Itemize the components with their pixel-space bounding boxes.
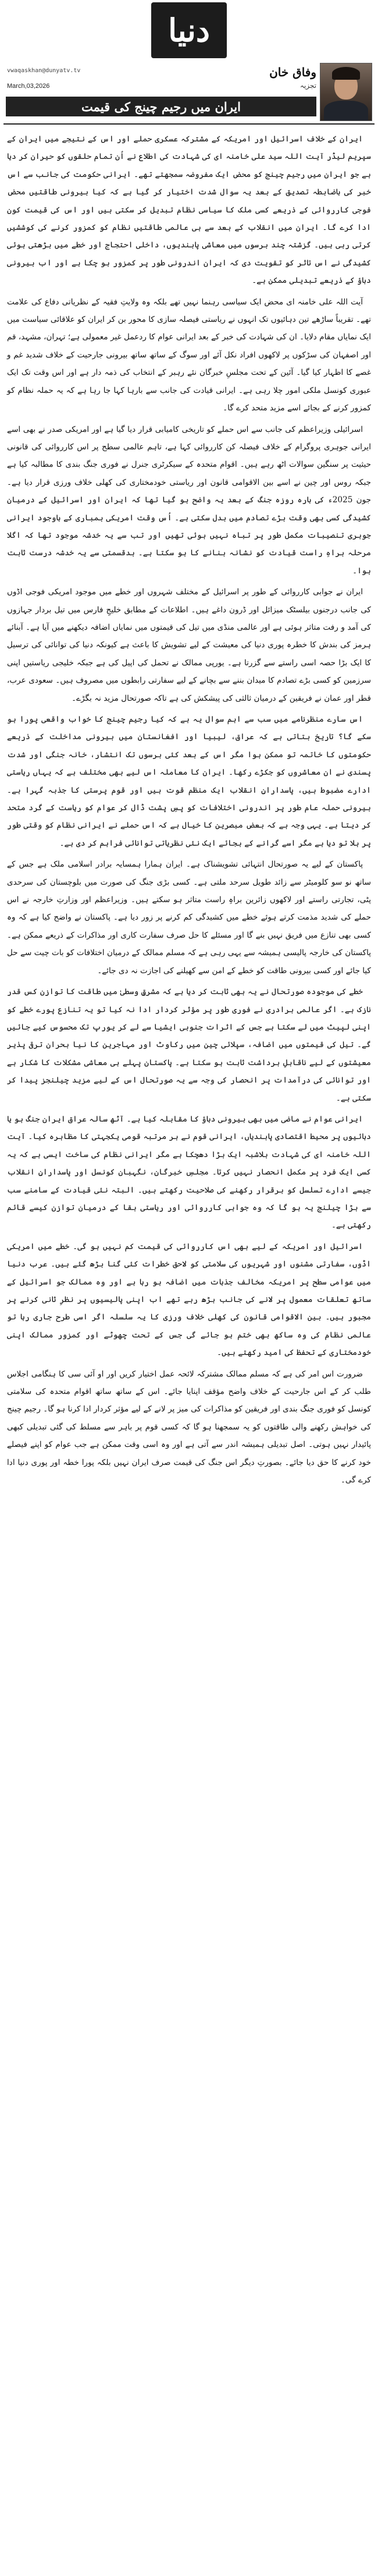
newspaper-logo bbox=[151, 2, 227, 58]
article-paragraph: خطے کی موجودہ صورتحال نے یہ بھی ثابت کر دیا ہے کہ مشرقِ وسطیٰ میں طاقت کا توازن کس قدر نازک ہے۔ اگر عالمی برادری نے فوری طور پر مؤثر کردار ادا نہ کیا تو یہ تنازع پورے خطے کو اپنی لپیٹ میں لے سکتا ہے جس کے اثرات جنوبی ایشیا سے لے کر یورپ تک محسوس کیے جائیں گے۔ تیل کی قیمتوں میں اضافہ، سپلائی چین میں رکاوٹ اور مہاجرین کا نیا بحران ترقی پذیر معیشتوں کے لیے ناقابلِ برداشت ثابت ہو سکتا ہے۔ پاکستان پہلے ہی معاشی مشکلات کا شکار ہے اور توانائی کی درآمدات پر انحصار کی وجہ سے یہ صورتحال اس کے لیے مزید چیلنجز پیدا کر سکتی ہے۔ bbox=[7, 987, 371, 1103]
logo-text: دنیا bbox=[168, 12, 210, 49]
article-paragraph: ایران کے خلاف اسرائیل اور امریکہ کے مشترکہ عسکری حملے اور اس کے نتیجے میں ایران کے سپریم لیڈر آیت اللہ سید علی خامنہ ای کی شہادت کی اطلاع نے اُن تمام حلقوں کو حیران کر دیا ہے جو ایران میں رجیم چینج کو محض ایک مفروضہ سمجھتے تھے۔ ایرانی حکومت کی جانب سے اس خبر کی باضابطہ تصدیق کے بعد یہ سوال شدت اختیار کر گیا ہے کہ کیا بیرونی طاقتیں محض فوجی کارروائی کے ذریعے کسی ملک کا سیاسی نظام تبدیل کر سکتی ہیں اور اس کی قیمت کون ادا کرے گا۔ ایران میں انقلاب کے بعد سے ہی عالمی طاقتیں نظام کو کمزور کرنے کی کوششیں کرتی رہی ہیں۔ گزشتہ چند برسوں میں معاشی پابندیوں، داخلی احتجاج اور خطے میں بڑھتی ہوئی کشیدگی نے اس تاثر کو تقویت دی کہ ایران اندرونی طور پر کمزور ہو چکا ہے اور اب بیرونی دباؤ کے ذریعے تبدیلی ممکن ہے۔ bbox=[7, 134, 371, 286]
headline-bar bbox=[6, 97, 316, 116]
masthead bbox=[3, 0, 375, 125]
article-paragraph: اسرائیل اور امریکہ کے لیے بھی اس کارروائی کی قیمت کم نہیں ہو گی۔ خطے میں امریکی اڈوں، سفارتی مشنوں اور شہریوں کی سلامتی کو لاحق خطرات کئی گنا بڑھ گئے ہیں۔ عرب دنیا میں عوامی سطح پر امریکہ مخالف جذبات میں اضافہ ہو رہا ہے اور وہ ممالک جو اسرائیل کے ساتھ تعلقات معمول پر لانے کی جانب بڑھ رہے تھے اب اپنی پالیسیوں پر نظرِ ثانی کرنے پر مجبور ہیں۔ بین الاقوامی قانون کی کھلی خلاف ورزی کا یہ سلسلہ اگر اسی طرح جاری رہا تو عالمی نظام کی وہ ساکھ بھی ختم ہو جائے گی جس کے تحت چھوٹے اور کمزور ممالک اپنی خودمختاری کے تحفظ کی امید رکھتے ہیں۔ bbox=[7, 1241, 371, 1358]
author-email: vwaqaskhan@dunyatv.tv bbox=[7, 68, 81, 74]
article-headline: ایران میں رجیم چینج کی قیمت bbox=[81, 99, 241, 114]
article-paragraph: ایرانی عوام نے ماضی میں بھی بیرونی دباؤ کا مقابلہ کیا ہے۔ آٹھ سالہ عراق ایران جنگ ہو یا دہائیوں پر محیط اقتصادی پابندیاں، ایرانی قوم نے ہر مرتبہ قومی یکجہتی کا مظاہرہ کیا۔ آیت اللہ خامنہ ای کی شہادت بلاشبہ ایک بڑا دھچکا ہے مگر ایرانی نظام کی ساخت ایسی ہے کہ یہ کسی ایک فرد پر مکمل انحصار نہیں کرتا۔ مجلسِ خبرگان، نگہبان کونسل اور پاسدارانِ انقلاب جیسے ادارے تسلسل کو برقرار رکھنے کی صلاحیت رکھتے ہیں۔ البتہ نئی قیادت کے سامنے سب سے بڑا چیلنج یہ ہو گا کہ وہ جوابی کارروائی اور ریاستی بقا کے درمیان توازن کیسے قائم رکھتی ہے۔ bbox=[7, 1114, 371, 1230]
author-role: تجزیہ bbox=[299, 81, 316, 90]
article-paragraph: ضرورت اس امر کی ہے کہ مسلم ممالک مشترکہ لائحہ عمل اختیار کریں اور او آئی سی کا ہنگامی اجلاس طلب کر کے اس جارحیت کے خلاف واضح مؤقف اپنایا جائے۔ اس کے ساتھ ساتھ اقوام متحدہ کی سلامتی کونسل کو فوری جنگ بندی اور فریقین کو مذاکرات کی میز پر لانے کے لیے مؤثر کردار ادا کرنا ہو گا۔ رجیم چینج کی خواہش رکھنے والی طاقتوں کو یہ سمجھنا ہو گا کہ کسی قوم پر باہر سے مسلط کی گئی تبدیلی کبھی پائیدار نہیں ہوتی۔ اصل تبدیلی ہمیشہ اندر سے آتی ہے اور وہ اسی وقت ممکن ہے جب عوام کو اپنے فیصلے خود کرنے کا حق دیا جائے۔ بصورتِ دیگر اس جنگ کی قیمت صرف ایران نہیں بلکہ پورا خطہ اور پوری دنیا ادا کرے گی۔ bbox=[7, 1369, 371, 1485]
article-paragraph: اسرائیلی وزیراعظم کی جانب سے اس حملے کو تاریخی کامیابی قرار دیا گیا ہے اور امریکی صدر نے بھی اسے ایرانی جوہری پروگرام کے خلاف فیصلہ کن کارروائی کہا ہے، تاہم عالمی سطح پر اس کارروائی کی قانونی حیثیت پر سنگین سوالات اٹھ رہے ہیں۔ اقوام متحدہ کے سیکرٹری جنرل نے فوری جنگ بندی کا مطالبہ کیا ہے جبکہ روس اور چین نے اسے بین الاقوامی قانون اور ریاستی خودمختاری کی کھلی خلاف ورزی قرار دیا ہے۔ جون 2025ء کی بارہ روزہ جنگ کے بعد یہ واضح ہو گیا تھا کہ ایران اور اسرائیل کے درمیان کشیدگی کسی بھی وقت بڑے تصادم میں بدل سکتی ہے۔ اُس وقت امریکی بمباری کے باوجود ایرانی جوہری تنصیبات مکمل طور پر تباہ نہیں ہوئی تھیں اور تب سے یہ خدشہ موجود تھا کہ اگلا مرحلہ براہِ راست قیادت کو نشانہ بنانے کا ہو سکتا ہے۔ بدقسمتی سے یہ خدشہ درست ثابت ہوا۔ bbox=[7, 424, 372, 576]
author-photo bbox=[320, 63, 372, 121]
article-body bbox=[3, 125, 375, 1489]
article-paragraph: اس سارے منظرنامے میں سب سے اہم سوال یہ ہے کہ کیا رجیم چینج کا خواب واقعی پورا ہو سکے گا؟ تاریخ بتاتی ہے کہ عراق، لیبیا اور افغانستان میں بیرونی مداخلت کے ذریعے حکومتوں کا خاتمہ تو ممکن ہوا مگر اس کے بعد کئی برسوں تک انتشار، خانہ جنگی اور شدت پسندی نے ان معاشروں کو جکڑے رکھا۔ ایران کا معاملہ اس لیے بھی مختلف ہے کہ یہاں ریاستی ادارے مضبوط ہیں، پاسدارانِ انقلاب ایک منظم قوت ہیں اور قوم پرستی کا جذبہ گہرا ہے۔ بیرونی حملہ عام طور پر اندرونی اختلافات کو پسِ پشت ڈال کر عوام کو ریاست کے گرد متحد کر دیتا ہے۔ یہی وجہ ہے کہ بعض مبصرین کا خیال ہے کہ اس حملے نے ایرانی نظام کو وقتی طور پر ہلا تو دیا ہے مگر اسے گرانے کے بجائے ایک نئی نظریاتی توانائی فراہم کر دی ہے۔ bbox=[7, 715, 371, 848]
author-name: وفاق خان bbox=[269, 65, 316, 79]
article-paragraph: پاکستان کے لیے یہ صورتحال انتہائی تشویشناک ہے۔ ایران ہمارا ہمسایہ برادر اسلامی ملک ہے جس کے ساتھ نو سو کلومیٹر سے زائد طویل سرحد ملتی ہے۔ کسی بڑی جنگ کی صورت میں بلوچستان کی سرحدی پٹی، تجارتی راستے اور لاکھوں زائرین براہِ راست متاثر ہو سکتے ہیں۔ وزیراعظم اور وزارتِ خارجہ نے اس حملے کی شدید مذمت کرتے ہوئے خطے میں کشیدگی کم کرنے پر زور دیا ہے۔ پاکستان نے واضح کیا ہے کہ وہ کسی بھی تنازع میں فریق نہیں بنے گا اور مسئلے کا حل صرف سفارت کاری اور مذاکرات کے ذریعے ممکن ہے۔ پاکستان کی خارجہ پالیسی ہمیشہ سے یہی رہی ہے کہ مسلم ممالک کے درمیان اختلافات کو بات چیت سے حل کیا جائے اور کسی بیرونی طاقت کو خطے کے امن سے کھیلنے کی اجازت نہ دی جائے۔ bbox=[7, 860, 371, 975]
publish-date: March,03,2026 bbox=[7, 83, 50, 90]
article-paragraph: ایران نے جوابی کارروائی کے طور پر اسرائیل کے مختلف شہروں اور خطے میں موجود امریکی فوجی اڈوں کی جانب درجنوں بیلسٹک میزائل اور ڈرون داغے ہیں۔ اطلاعات کے مطابق خلیجِ فارس میں تیل بردار جہازوں کی آمد و رفت متاثر ہوئی ہے اور عالمی منڈی میں تیل کی قیمتوں میں نمایاں اضافہ دیکھنے میں آیا ہے۔ آبنائے ہرمز کی بندش کا خطرہ پوری دنیا کی معیشت کے لیے تشویش کا باعث ہے کیونکہ دنیا کی توانائی کی ترسیل کا ایک بڑا حصہ اسی راستے سے گزرتا ہے۔ یورپی ممالک نے تحمل کی اپیل کی ہے جبکہ خلیجی ریاستیں اپنی سرزمین کو کسی بڑے تصادم کا میدان بننے سے بچانے کے لیے سفارتی رابطوں میں مصروف ہیں۔ سعودی عرب، قطر اور عمان نے فریقین کے درمیان ثالثی کی پیشکش کی ہے تاکہ صورتحال مزید نہ بگڑے۔ bbox=[7, 587, 371, 703]
article-paragraph: آیت اللہ علی خامنہ ای محض ایک سیاسی رہنما نہیں تھے بلکہ وہ ولایتِ فقیہ کے نظریاتی دفاع کی علامت تھے۔ تقریباً ساڑھے تین دہائیوں تک انہوں نے ریاستی فیصلہ سازی کا محور بن کر ایران کو علاقائی سیاست میں ایک نمایاں مقام دلایا۔ ان کی شہادت کی خبر کے بعد ایرانی عوام کا ردعمل غیر معمولی ہے؛ تہران، مشہد، قم اور اصفہان کی سڑکوں پر لاکھوں افراد نکل آئے اور سوگ کے ساتھ ساتھ بیرونی جارحیت کے خلاف شدید غم و غصے کا اظہار کیا گیا۔ آئین کے تحت مجلسِ خبرگان نئے رہبر کے انتخاب کی ذمہ دار ہے اور اس وقت تک ایک عبوری کونسل ملکی امور چلا رہی ہے۔ ایرانی قیادت کی جانب سے بارہا کہا جا رہا ہے کہ یہ حملہ نظام کو کمزور کرنے کے بجائے اسے مزید متحد کرے گا۔ bbox=[7, 297, 371, 413]
